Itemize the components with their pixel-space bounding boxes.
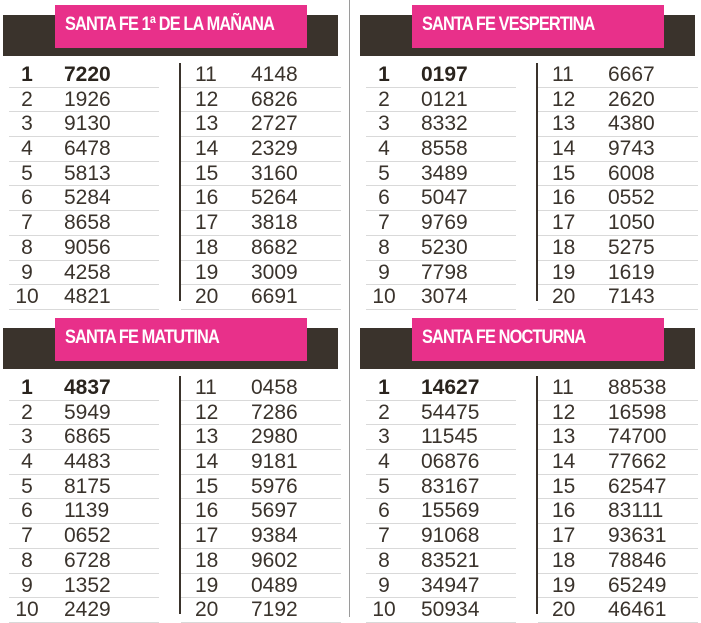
result-row [9,425,159,450]
result-row [9,450,159,475]
result-row [366,112,516,137]
drawn-number: 1352 [64,573,111,597]
position-number: 11 [552,63,574,86]
position-number: 10 [372,285,396,309]
position-number: 12 [552,87,576,111]
position-number: 7 [378,524,390,548]
result-row [366,574,516,599]
drawn-number: 0552 [608,186,655,210]
result-row [9,112,159,137]
position-number: 15 [195,161,219,185]
drawn-number: 3818 [251,211,298,235]
result-row [538,261,698,286]
drawn-number: 0458 [251,376,298,399]
result-row [9,574,159,599]
result-row [366,549,516,574]
result-row [538,211,698,236]
position-number: 8 [21,548,33,572]
result-row [366,499,516,524]
result-row [538,88,698,113]
result-row [181,401,341,426]
result-row [9,162,159,187]
drawn-number: 5264 [251,186,298,210]
result-row [9,88,159,113]
result-row [181,450,341,475]
result-row [9,376,159,401]
drawn-number: 74700 [608,425,667,449]
drawn-number: 83167 [421,474,480,498]
position-number: 1 [378,376,390,399]
position-number: 2 [378,87,390,111]
result-row [181,236,341,261]
drawn-number: 6478 [64,137,111,161]
drawn-number: 2329 [251,137,298,161]
position-number: 10 [15,598,39,622]
result-row [181,499,341,524]
result-row [538,450,698,475]
position-number: 13 [195,112,219,136]
panel-manana [3,5,343,309]
position-number: 8 [378,548,390,572]
position-number: 20 [552,598,576,622]
position-number: 17 [552,211,576,235]
drawn-number: 6667 [608,63,655,86]
panel-title: SANTA FE 1ª DE LA MAÑANA [65,14,275,35]
position-number: 16 [552,499,576,523]
drawn-number: 2727 [251,112,298,136]
drawn-number: 7192 [251,598,298,622]
position-number: 10 [15,285,39,309]
result-row [9,211,159,236]
position-number: 5 [21,474,33,498]
drawn-number: 50934 [421,598,480,622]
result-row [538,236,698,261]
position-number: 14 [552,137,576,161]
drawn-number: 6728 [64,548,111,572]
position-number: 13 [552,112,576,136]
drawn-number: 11545 [421,425,478,449]
drawn-number: 5976 [251,474,298,498]
result-row [366,598,516,623]
result-row [538,112,698,137]
position-number: 5 [21,161,33,185]
drawn-number: 8658 [64,211,111,235]
position-number: 17 [195,211,219,235]
result-row [538,549,698,574]
position-number: 16 [195,186,219,210]
drawn-number: 5813 [64,161,111,185]
drawn-number: 8558 [421,137,468,161]
result-row [181,137,341,162]
drawn-number: 2620 [608,87,655,111]
position-number: 18 [195,235,219,259]
drawn-number: 7220 [64,63,111,86]
drawn-number: 83521 [421,548,480,572]
result-row [538,63,698,88]
result-row [9,186,159,211]
drawn-number: 91068 [421,524,480,548]
position-number: 19 [195,260,219,284]
position-number: 12 [195,400,219,424]
position-number: 7 [378,211,390,235]
drawn-number: 4483 [64,450,111,474]
drawn-number: 4148 [251,63,298,86]
position-number: 3 [21,425,33,449]
drawn-number: 46461 [608,598,667,622]
position-number: 3 [21,112,33,136]
drawn-number: 6008 [608,161,655,185]
position-number: 19 [552,573,576,597]
result-row [181,63,341,88]
results-column-right [536,63,698,309]
drawn-number: 0121 [421,87,468,111]
result-row [181,88,341,113]
drawn-number: 5275 [608,235,655,259]
drawn-number: 8175 [64,474,111,498]
drawn-number: 7798 [421,260,468,284]
drawn-number: 9769 [421,211,468,235]
drawn-number: 06876 [421,450,480,474]
result-row [9,137,159,162]
position-number: 13 [195,425,219,449]
position-number: 4 [21,450,33,474]
drawn-number: 8332 [421,112,468,136]
result-row [181,574,341,599]
position-number: 17 [195,524,219,548]
position-number: 6 [21,499,33,523]
result-row [9,549,159,574]
result-row [181,162,341,187]
result-row [9,598,159,623]
drawn-number: 14627 [421,376,480,399]
result-row [366,261,516,286]
drawn-number: 4258 [64,260,111,284]
position-number: 6 [21,186,33,210]
drawn-number: 5697 [251,499,298,523]
position-number: 12 [552,400,576,424]
position-number: 2 [378,400,390,424]
drawn-number: 2980 [251,425,298,449]
drawn-number: 0197 [421,63,468,86]
position-number: 9 [378,260,390,284]
position-number: 13 [552,425,576,449]
position-number: 16 [195,499,219,523]
results-column-left [9,63,159,310]
panel-title: SANTA FE MATUTINA [65,327,219,348]
drawn-number: 1139 [64,499,110,523]
drawn-number: 6865 [64,425,111,449]
result-row [366,236,516,261]
drawn-number: 34947 [421,573,480,597]
result-row [9,475,159,500]
position-number: 11 [552,376,574,399]
result-row [538,524,698,549]
drawn-number: 93631 [608,524,667,548]
position-number: 14 [195,137,219,161]
position-number: 3 [378,112,390,136]
drawn-number: 3009 [251,260,298,284]
position-number: 12 [195,87,219,111]
position-number: 18 [195,548,219,572]
position-number: 19 [552,260,576,284]
drawn-number: 15569 [421,499,480,523]
drawn-number: 8682 [251,235,298,259]
result-row [538,186,698,211]
position-number: 6 [378,499,390,523]
result-row [366,425,516,450]
position-number: 15 [552,474,576,498]
panel-matutina [3,318,343,622]
position-number: 18 [552,548,576,572]
drawn-number: 83111 [608,499,664,523]
result-row [181,186,341,211]
result-row [366,63,516,88]
position-number: 4 [378,137,390,161]
result-row [9,499,159,524]
drawn-number: 62547 [608,474,667,498]
position-number: 8 [21,235,33,259]
result-row [9,261,159,286]
drawn-number: 7143 [608,285,655,309]
drawn-number: 54475 [421,400,480,424]
result-row [181,425,341,450]
drawn-number: 88538 [608,376,667,399]
drawn-number: 1926 [64,87,111,111]
result-row [538,137,698,162]
drawn-number: 2429 [64,598,111,622]
result-row [538,425,698,450]
position-number: 19 [195,573,219,597]
position-number: 9 [378,573,390,597]
result-row [181,475,341,500]
drawn-number: 5230 [421,235,468,259]
position-number: 16 [552,186,576,210]
result-row [366,162,516,187]
drawn-number: 3074 [421,285,468,309]
result-row [181,376,341,401]
panel-title: SANTA FE NOCTURNA [422,327,586,348]
position-number: 5 [378,474,390,498]
result-row [538,376,698,401]
result-row [538,574,698,599]
position-number: 1 [378,63,390,86]
result-row [9,401,159,426]
position-number: 14 [552,450,576,474]
results-column-right [536,376,698,622]
result-row [366,401,516,426]
result-row [538,401,698,426]
result-row [538,598,698,623]
panel-title: SANTA FE VESPERTINA [422,14,595,35]
result-row [181,285,341,310]
position-number: 20 [195,285,219,309]
result-row [9,524,159,549]
drawn-number: 0652 [64,524,111,548]
position-number: 4 [378,450,390,474]
drawn-number: 4837 [64,376,111,399]
result-row [366,376,516,401]
position-number: 7 [21,524,33,548]
position-number: 20 [552,285,576,309]
drawn-number: 5284 [64,186,111,210]
drawn-number: 9602 [251,548,298,572]
drawn-number: 16598 [608,400,667,424]
results-column-right [179,376,341,622]
position-number: 11 [195,63,217,86]
drawn-number: 5047 [421,186,468,210]
drawn-number: 3489 [421,161,468,185]
position-number: 4 [21,137,33,161]
position-number: 10 [372,598,396,622]
drawn-number: 9056 [64,235,111,259]
result-row [366,475,516,500]
drawn-number: 4821 [64,285,111,309]
result-row [9,63,159,88]
drawn-number: 3160 [251,161,298,185]
result-row [181,598,341,623]
result-row [366,211,516,236]
drawn-number: 6826 [251,87,298,111]
panel-divider [349,0,350,617]
drawn-number: 6691 [251,285,298,309]
drawn-number: 5949 [64,400,111,424]
result-row [366,137,516,162]
drawn-number: 9743 [608,137,655,161]
drawn-number: 9130 [64,112,111,136]
position-number: 2 [21,400,33,424]
position-number: 8 [378,235,390,259]
result-row [538,475,698,500]
panel-vespertina [360,5,700,309]
panel-nocturna [360,318,700,622]
position-number: 15 [195,474,219,498]
position-number: 6 [378,186,390,210]
results-column-left [9,376,159,623]
result-row [181,211,341,236]
drawn-number: 4380 [608,112,655,136]
position-number: 11 [195,376,217,399]
drawn-number: 1619 [608,260,655,284]
position-number: 7 [21,211,33,235]
position-number: 2 [21,87,33,111]
results-column-left [366,63,516,310]
position-number: 9 [21,573,33,597]
result-row [366,285,516,310]
drawn-number: 0489 [251,573,298,597]
result-row [9,236,159,261]
position-number: 1 [21,63,33,86]
position-number: 15 [552,161,576,185]
result-row [181,261,341,286]
result-row [181,112,341,137]
drawn-number: 1050 [608,211,655,235]
result-row [9,285,159,310]
result-row [538,499,698,524]
position-number: 3 [378,425,390,449]
position-number: 1 [21,376,33,399]
drawn-number: 9384 [251,524,298,548]
position-number: 14 [195,450,219,474]
result-row [538,285,698,310]
result-row [181,524,341,549]
results-column-left [366,376,516,623]
result-row [366,524,516,549]
drawn-number: 78846 [608,548,667,572]
results-column-right [179,63,341,309]
position-number: 17 [552,524,576,548]
result-row [366,450,516,475]
position-number: 18 [552,235,576,259]
drawn-number: 65249 [608,573,667,597]
result-row [538,162,698,187]
position-number: 20 [195,598,219,622]
position-number: 9 [21,260,33,284]
result-row [181,549,341,574]
result-row [366,186,516,211]
drawn-number: 9181 [251,450,298,474]
drawn-number: 77662 [608,450,667,474]
position-number: 5 [378,161,390,185]
result-row [366,88,516,113]
drawn-number: 7286 [251,400,298,424]
